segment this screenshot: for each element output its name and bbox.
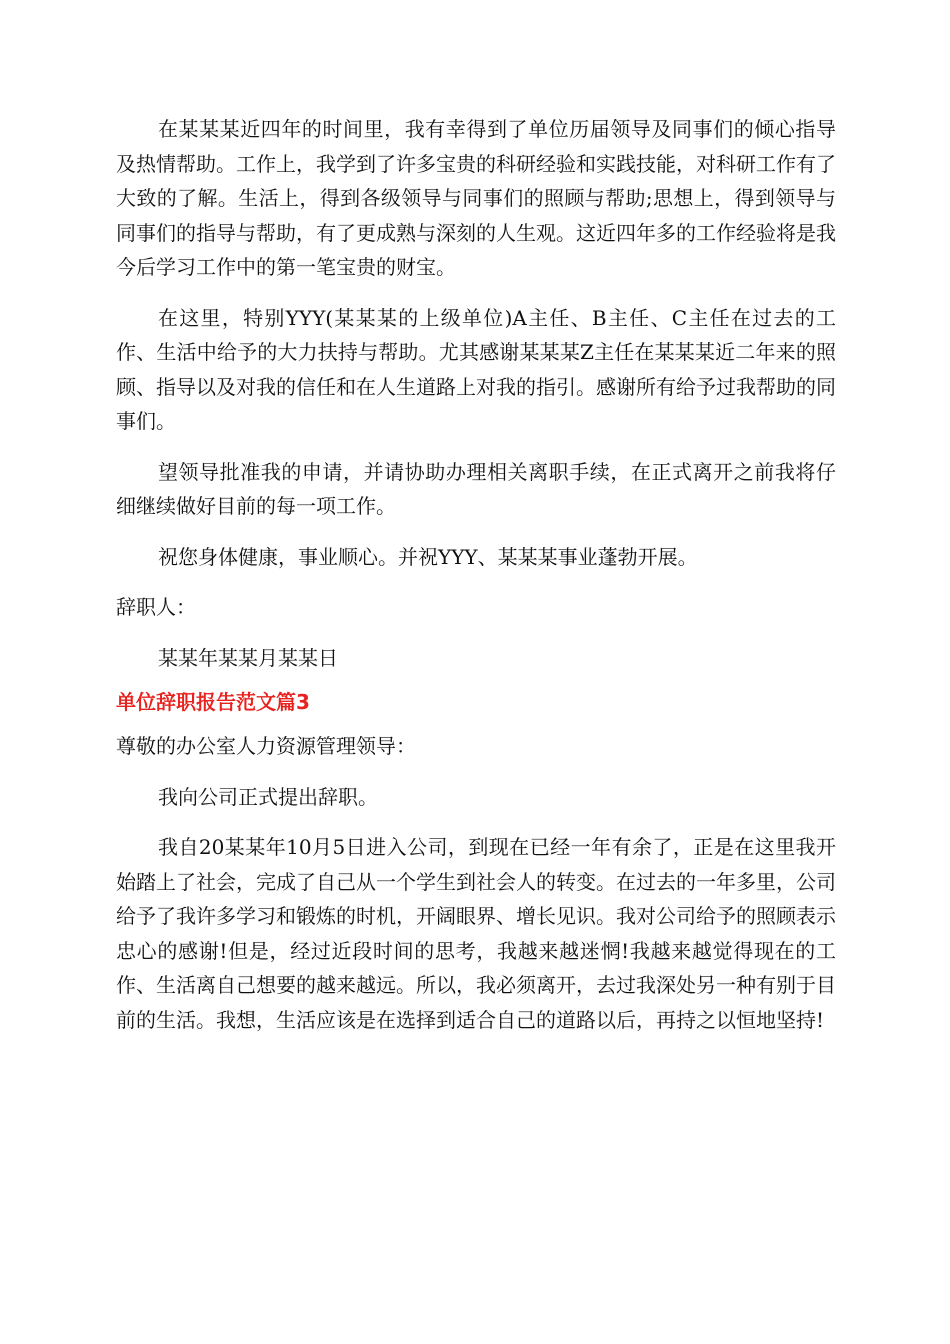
paragraph-wishes: 祝您身体健康，事业顺心。并祝YYY、某某某事业蓬勃开展。 <box>158 544 698 569</box>
document-body <box>116 112 836 1037</box>
paragraph-thanks-leaders: 在这里，特别YYY(某某某的上级单位)A主任、B主任、C主任在过去的工作、生活中给予的大力扶持与帮助。尤其感谢某某某Z主任在某某某近二年来的照顾、指导以及对我的信任和在人生道路上对我的指引。感谢所有给予过我帮助的同事们。 <box>116 305 836 433</box>
paragraph-gratitude: 在某某某近四年的时间里，我有幸得到了单位历届领导及同事们的倾心指导及热情帮助。工作上，我学到了许多宝贵的科研经验和实践技能，对科研工作有了大致的了解。生活上，得到各级领导与同事们的照顾与帮助;思想上，得到领导与同事们的指导与帮助，有了更成熟与深刻的人生观。这近四年多的工作经验将是我今后学习工作中的第一笔宝贵的财宝。 <box>116 117 836 279</box>
signature-date: 某某年某某月某某日 <box>158 645 338 670</box>
signer-label: 辞职人： <box>116 595 196 619</box>
salutation: 尊敬的办公室人力资源管理领导： <box>116 734 416 758</box>
section-heading: 单位辞职报告范文篇3 <box>116 690 310 714</box>
paragraph-reason: 我自20某某年10月5日进入公司，到现在已经一年有余了，正是在这里我开始踏上了社会，完成了自己从一个学生到社会人的转变。在过去的一年多里，公司给予了我许多学习和锻炼的时机，开阔眼界、增长见识。我对公司给予的照顾表示忠心的感谢!但是，经过近段时间的思考，我越来越迷惘!我越来越觉得现在的工作、生活离自己想要的越来越远。所以，我必须离开，去过我深处另一种有别于目前的生活。我想，生活应该是在选择到适合自己的道路以后，再持之以恒地坚持! <box>116 835 836 1032</box>
paragraph-request: 望领导批准我的申请，并请协助办理相关离职手续，在正式离开之前我将仔细继续做好目前的每一项工作。 <box>116 459 836 518</box>
paragraph-resignation-statement: 我向公司正式提出辞职。 <box>158 784 378 809</box>
